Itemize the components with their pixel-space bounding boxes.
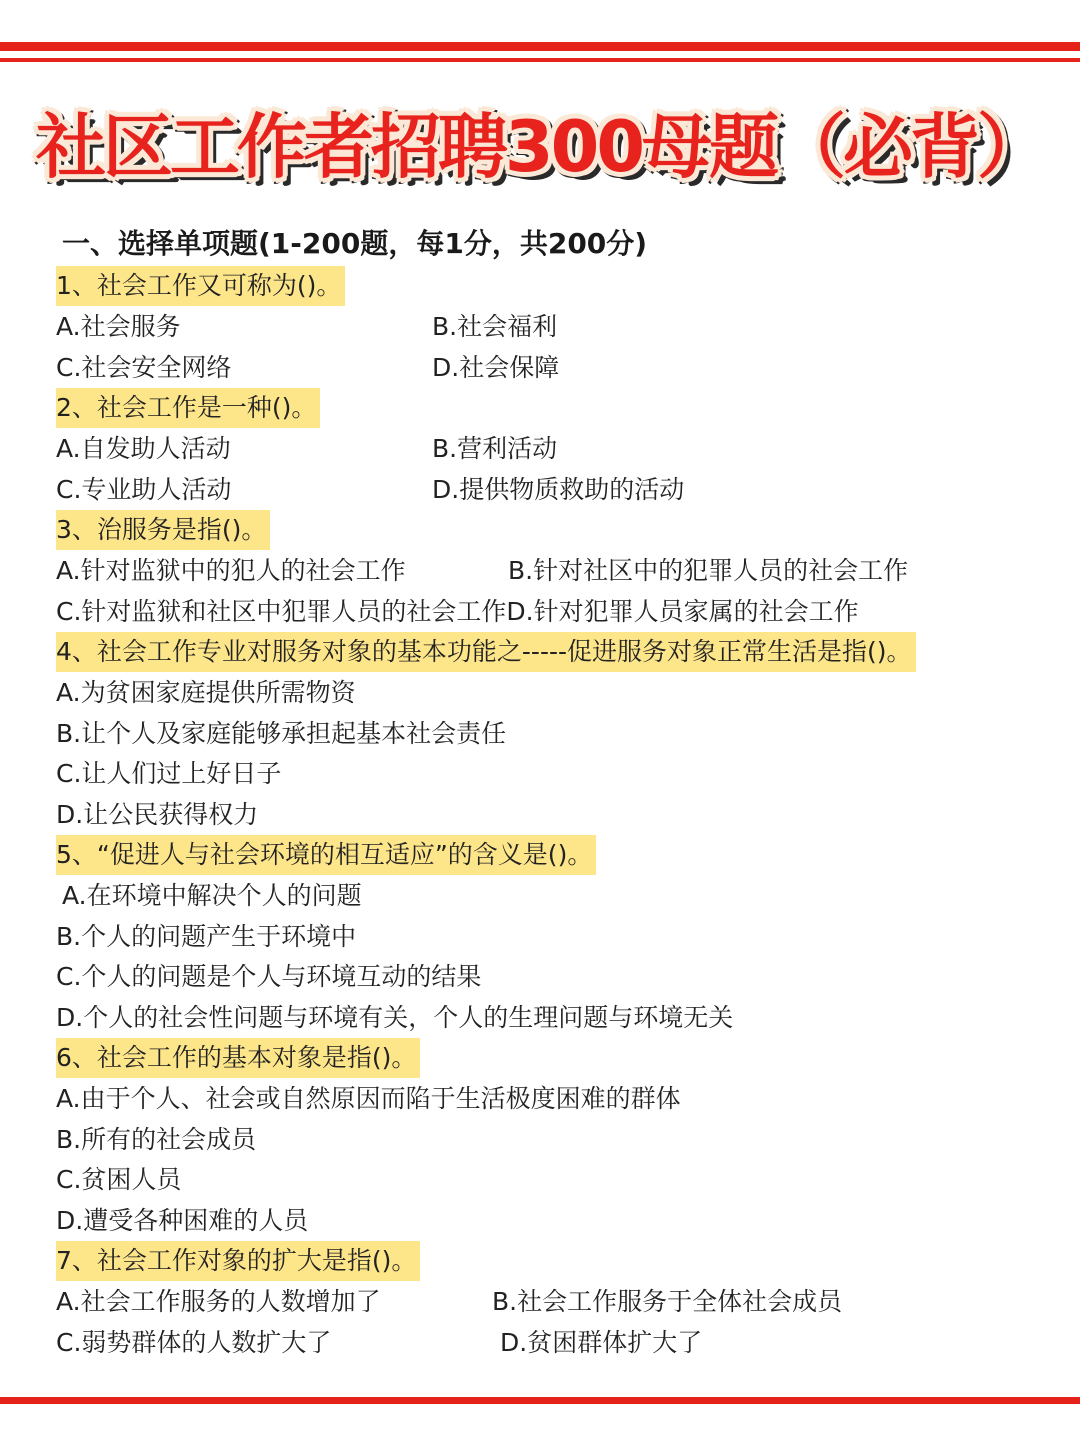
option-b: B.所有的社会成员 bbox=[56, 1125, 257, 1154]
option-c: C.弱势群体的人数扩大了 bbox=[56, 1328, 332, 1357]
option-a: A.为贫困家庭提供所需物资 bbox=[56, 678, 356, 707]
option-row bbox=[56, 592, 1036, 632]
question-6-text: 6、社会工作的基本对象是指()。 bbox=[56, 1038, 420, 1078]
option-d: D.个人的社会性问题与环境有关，个人的生理问题与环境无关 bbox=[56, 1003, 734, 1032]
option-c: C.贫困人员 bbox=[56, 1165, 182, 1194]
option-row bbox=[56, 1323, 1036, 1363]
question-1 bbox=[56, 266, 345, 306]
option-row bbox=[56, 1282, 1036, 1322]
question-1-text: 1、社会工作又可称为()。 bbox=[56, 266, 345, 306]
option-d: D.针对犯罪人员家属的社会工作 bbox=[506, 597, 859, 626]
option-d: D.遭受各种困难的人员 bbox=[56, 1206, 309, 1235]
option-d: D.让公民获得权力 bbox=[56, 800, 259, 829]
option-a: A.在环境中解决个人的问题 bbox=[62, 881, 362, 910]
top-red-rule-thin bbox=[0, 58, 1080, 62]
question-5-text: 5、“促进人与社会环境的相互适应”的含义是()。 bbox=[56, 835, 596, 875]
option-a: A.社会工作服务的人数增加了 bbox=[56, 1287, 381, 1316]
question-3 bbox=[56, 510, 270, 550]
bottom-red-rule bbox=[0, 1397, 1080, 1404]
option-row bbox=[56, 470, 956, 510]
option-a: A.由于个人、社会或自然原因而陷于生活极度困难的群体 bbox=[56, 1084, 681, 1113]
option-b: B.个人的问题产生于环境中 bbox=[56, 922, 357, 951]
option-a: A.自发助人活动 bbox=[56, 434, 231, 463]
option-d: D.贫困群体扩大了 bbox=[500, 1328, 703, 1357]
option-row bbox=[56, 307, 956, 347]
question-7 bbox=[56, 1241, 420, 1281]
page-title: 社区工作者招聘300母题（必背） bbox=[35, 106, 1045, 188]
option-b: B.让个人及家庭能够承担起基本社会责任 bbox=[56, 719, 507, 748]
question-6 bbox=[56, 1038, 420, 1078]
top-red-rule bbox=[0, 42, 1080, 51]
option-d: D.社会保障 bbox=[432, 353, 560, 382]
question-3-text: 3、治服务是指()。 bbox=[56, 510, 270, 550]
question-7-text: 7、社会工作对象的扩大是指()。 bbox=[56, 1241, 420, 1281]
option-a: A.社会服务 bbox=[56, 312, 181, 341]
option-c: C.个人的问题是个人与环境互动的结果 bbox=[56, 962, 482, 991]
option-b: B.社会福利 bbox=[432, 312, 558, 341]
option-a: A.针对监狱中的犯人的社会工作 bbox=[56, 556, 406, 585]
option-b: B.营利活动 bbox=[432, 434, 558, 463]
option-row bbox=[56, 348, 956, 388]
option-d: D.提供物质救助的活动 bbox=[432, 475, 685, 504]
option-c: C.针对监狱和社区中犯罪人员的社会工作 bbox=[56, 597, 507, 626]
option-c: C.让人们过上好日子 bbox=[56, 759, 282, 788]
option-b: B.针对社区中的犯罪人员的社会工作 bbox=[508, 556, 909, 585]
question-2 bbox=[56, 388, 320, 428]
question-5 bbox=[56, 835, 596, 875]
option-c: C.社会安全网络 bbox=[56, 353, 232, 382]
question-4 bbox=[56, 632, 916, 672]
question-4-text: 4、社会工作专业对服务对象的基本功能之-----促进服务对象正常生活是指()。 bbox=[56, 632, 916, 672]
option-b: B.社会工作服务于全体社会成员 bbox=[492, 1287, 843, 1316]
option-c: C.专业助人活动 bbox=[56, 475, 232, 504]
option-row bbox=[56, 429, 956, 469]
option-row bbox=[56, 551, 1036, 591]
question-2-text: 2、社会工作是一种()。 bbox=[56, 388, 320, 428]
section-heading: 一、选择单项题(1-200题，每1分，共200分) bbox=[62, 227, 648, 260]
